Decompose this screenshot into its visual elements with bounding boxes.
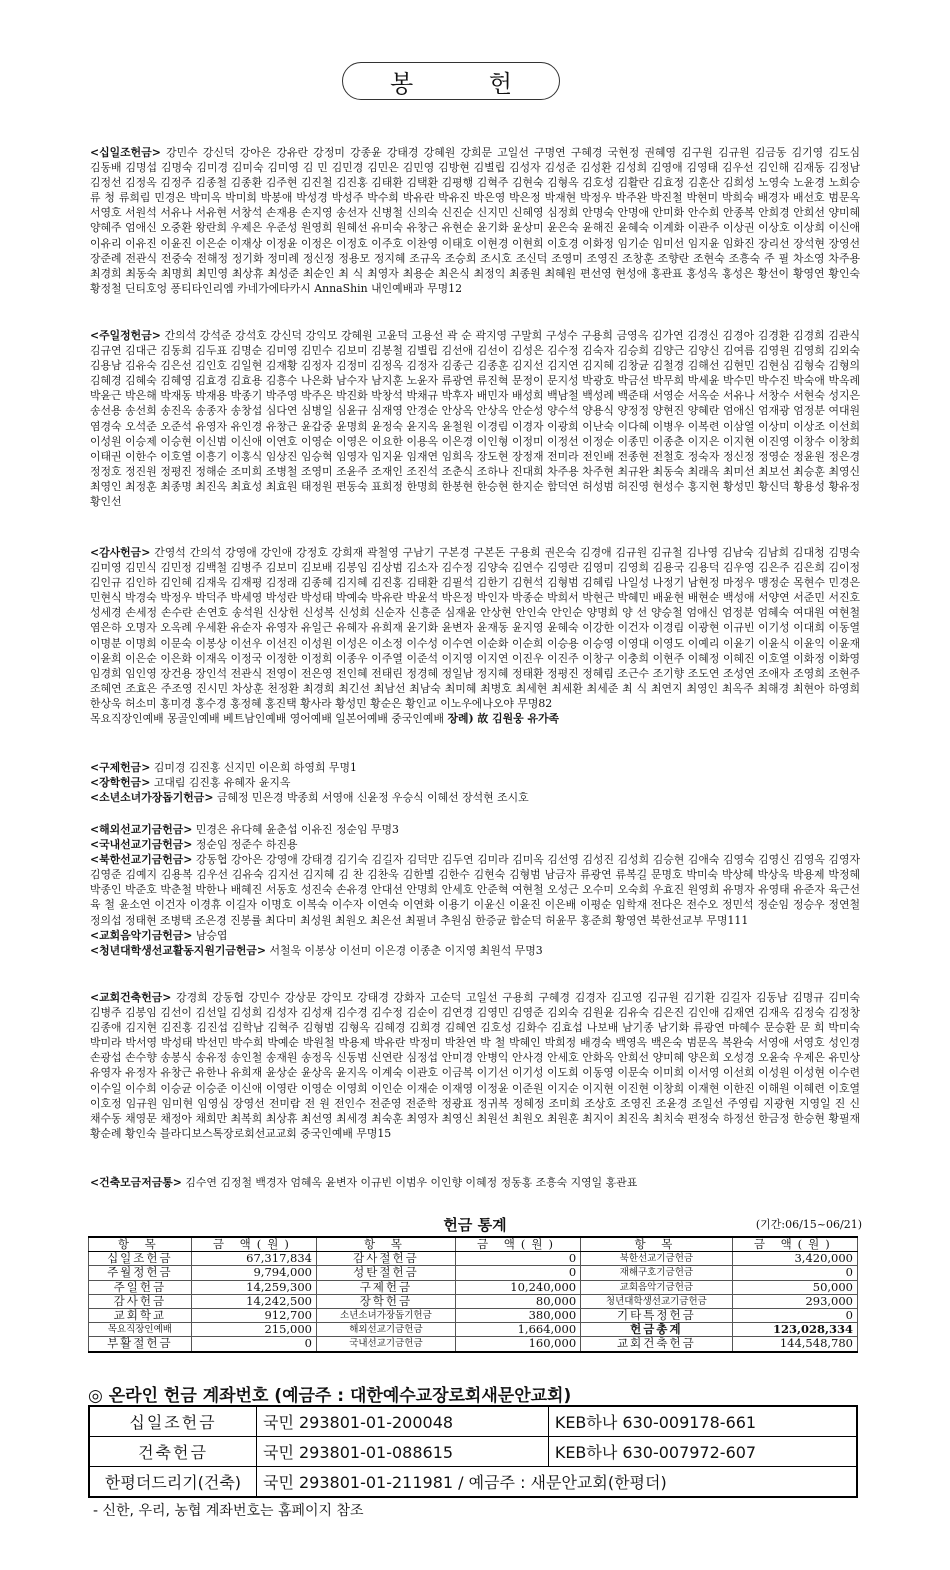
stats-table bbox=[88, 1236, 858, 1353]
table-row bbox=[89, 1337, 858, 1352]
item-label: 감사헌금 bbox=[89, 1294, 192, 1308]
table-row bbox=[89, 1308, 858, 1322]
tithe-section bbox=[90, 145, 860, 296]
worship-list: 목요직장인예배 몽골인예배 베트남인예배 영어예배 일본어예배 중국인예배 bbox=[90, 712, 444, 726]
amount: 0 bbox=[732, 1308, 857, 1322]
amount: 0 bbox=[455, 1252, 580, 1266]
item-label: 성탄절헌금 bbox=[317, 1266, 456, 1280]
section-category: <주일정헌금> bbox=[90, 329, 161, 342]
item-label: 재해구호기금헌금 bbox=[581, 1266, 732, 1280]
table-row bbox=[89, 1280, 858, 1294]
header-cell: 금 액(원) bbox=[732, 1237, 857, 1252]
item-label: 교회건축헌금 bbox=[581, 1337, 732, 1352]
section-category: <해외선교기금헌금> bbox=[90, 823, 193, 836]
donor-names: 김수연 김정철 백경자 엄혜옥 윤변자 이규빈 이범우 이인향 이혜정 정동홍 조흥숙 지영일 홍관표 bbox=[185, 1176, 638, 1189]
scholarship-line bbox=[90, 775, 860, 790]
amount: 3,420,000 bbox=[732, 1252, 857, 1266]
account-label: 십일조헌금 bbox=[89, 1406, 257, 1437]
section-category: <청년대학생선교활동지원기금헌금> bbox=[90, 943, 267, 957]
amount: 160,000 bbox=[455, 1337, 580, 1352]
amount: 14,242,500 bbox=[191, 1294, 316, 1308]
mission-sections bbox=[90, 822, 860, 958]
youth-help-line bbox=[90, 790, 860, 805]
relief-line bbox=[90, 760, 860, 775]
item-label: 북한선교기금헌금 bbox=[581, 1252, 732, 1266]
item-label: 부활절헌금 bbox=[89, 1337, 192, 1352]
amount: 9,794,000 bbox=[191, 1266, 316, 1280]
amount: 67,317,834 bbox=[191, 1252, 316, 1266]
table-row bbox=[89, 1467, 857, 1498]
header-cell: 항 목 bbox=[89, 1237, 192, 1252]
table-row bbox=[89, 1266, 858, 1280]
donor-names: 남승엽 bbox=[195, 928, 228, 942]
item-label: 기타특정헌금 bbox=[581, 1308, 732, 1322]
domestic-line bbox=[90, 837, 860, 852]
account-note: - 신한, 우리, 농협 계좌번호는 홈페이지 참조 bbox=[93, 1503, 364, 1519]
stats-period: (기간:06/15~06/21) bbox=[755, 1218, 862, 1231]
account-table bbox=[88, 1405, 858, 1498]
page-title: 봉 헌 bbox=[342, 62, 560, 100]
section-category: <북한선교기금헌금> bbox=[90, 853, 193, 867]
table-row bbox=[89, 1406, 857, 1437]
stats-title: 헌금 통계 bbox=[443, 1216, 507, 1234]
account-number: KEB하나 630-007972-607 bbox=[548, 1437, 857, 1467]
header-cell: 항 목 bbox=[317, 1237, 456, 1252]
amount: 0 bbox=[455, 1266, 580, 1280]
amount: 10,240,000 bbox=[455, 1280, 580, 1294]
amount: 1,664,000 bbox=[455, 1323, 580, 1337]
amount: 380,000 bbox=[455, 1308, 580, 1322]
account-label: 건축헌금 bbox=[89, 1437, 257, 1467]
stats-header-row bbox=[89, 1237, 858, 1252]
item-label: 장학헌금 bbox=[317, 1294, 456, 1308]
amount: 912,700 bbox=[191, 1308, 316, 1322]
piggybank-section bbox=[90, 1175, 860, 1190]
monthly-section bbox=[90, 328, 860, 509]
total-label: 헌금총계 bbox=[581, 1323, 732, 1337]
online-account-title: ◎ 온라인 헌금 계좌번호 (예금주 : 대한예수교장로회새문안교회) bbox=[88, 1386, 572, 1406]
item-label: 소년소녀가장돕기헌금 bbox=[317, 1308, 456, 1322]
youth-mission-line bbox=[90, 943, 860, 958]
header-cell: 금 액(원) bbox=[455, 1237, 580, 1252]
account-number: 국민 293801-01-211981 / 예금주 : 새문안교회(한평더) bbox=[257, 1467, 858, 1498]
donor-names: 간의석 강석준 강석호 강신덕 강익모 강혜원 고윤덕 고용선 곽 순 곽지영 구말희 구성수 구용희 금영옥 김가연 김경신 김경아 김경환 김경희 김관식 김규연 김대근 김동희 김두표 김명순 김미영 김민수 김보미 김봉철 김별립 김선애 김선이 김성은 김수정 김숙자 김승희 김양근 김양신 김여름 김영원 김영희 김외숙 김용남 김유숙 김은선 김인호 김일현 김재황 김정자 김정미 김정옥 김정자 김종근 김종훈 김지선 김지연 김지혜 김창균 김철경 김해선 김현민 김현심 김형숙 김형의 김혜경 김혜숙 김혜영 김효경 김효용 김흥수 나은화 남수자 남지훈 노윤자 류광연 류진혁 문정이 문지성 박광호 박금선 박무희 박세윤 박수민 박수진 박숙애 박옥례 박윤근 박은해 박재동 박재용 박종기 박주영 박주은 박진화 박창석 박채규 박후자 배민자 배성희 백남철 백성례 백준태 서영순 서옥순 서유나 서창수 서현숙 성지은 송선용 송선희 송진옥 송종자 송창섭 심다연 심병일 심윤규 심재영 안경순 안상옥 안상옥 안순성 양수석 양용식 양정정 양현진 양혜란 엄애신 엄재광 엄정분 여대원 염경숙 오석준 오준석 유영자 유인경 유창근 윤갑중 윤명희 윤정숙 윤지옥 윤철원 이경림 이경자 이광희 이난숙 이다혜 이병우 이복련 이삼열 이상미 이상조 이선희 이성원 이승제 이승현 이신범 이신애 이연호 이영순 이영은 이요한 이용옥 이은경 이인형 이정미 이정선 이정순 이종민 이종춘 이지은 이지현 이진영 이창수 이창희 이태권 이한수 이호열 이흥기 이홍식 임상진 임승혁 임영자 임지윤 임재연 임희옥 장도현 장정재 전미라 전인배 전종현 전철호 정숙자 정신정 정영순 정윤원 정은경 정정호 정진원 정평진 정해순 조미희 조병철 조영미 조윤주 조재인 조진석 조춘식 조하나 진대희 차주용 차주현 최규완 최동숙 최래옥 최미선 최보선 최승훈 최영신 최영인 최정훈 최종명 최진옥 최효성 최효원 태정원 편동숙 표희정 한명희 한봉현 한승현 한지순 함덕연 허성범 허진영 현성수 홍지현 황성민 황신덕 황용성 황유정 황인선 bbox=[90, 329, 860, 509]
table-row bbox=[89, 1252, 858, 1266]
donor-names: 정순임 정준수 하진용 bbox=[195, 838, 298, 852]
account-number: 국민 293801-01-088615 bbox=[257, 1437, 549, 1467]
item-label: 청년대학생선교기금헌금 bbox=[581, 1294, 732, 1308]
section-category: <교회음악기금헌금> bbox=[90, 928, 193, 942]
item-label: 주월정헌금 bbox=[89, 1266, 192, 1280]
total-amount: 123,028,334 bbox=[732, 1323, 857, 1337]
item-label: 감사절헌금 bbox=[317, 1252, 456, 1266]
donor-names: 김미경 김진홍 신지민 이은희 하영희 무명1 bbox=[153, 761, 357, 774]
account-number: 국민 293801-01-200048 bbox=[257, 1406, 549, 1437]
misc-sections bbox=[90, 760, 860, 805]
table-row bbox=[89, 1323, 858, 1337]
amount: 50,000 bbox=[732, 1280, 857, 1294]
amount: 293,000 bbox=[732, 1294, 857, 1308]
donor-names: 강민수 강신덕 강아은 강유란 강정미 강종윤 강태경 강혜원 강희문 고일선 구명연 구혜경 국현정 권혜영 김구원 김규원 김금동 김기영 김도심 김동배 김명섭 김명숙 김미경 김미숙 김미영 김 민 김민경 김민은 김민영 김방현 김별립 김성자 김성준 김성환 김성희 김영애 김영태 김우선 김인해 김재동 김정남 김정선 김정옥 김정주 김종철 김종환 김주현 김진철 김진홍 김태환 김택환 김평행 김혁주 김현숙 김형옥 김호성 김활란 김효정 김훈산 김희성 노영숙 노윤경 노희승 류 청 류희림 민경은 박미옥 박미희 박봉애 박성경 박성주 박수희 박유란 박유진 박은영 박은정 박재현 박정우 박주완 박진철 박현미 박희숙 배경자 배선호 범문옥 서영호 서원석 서유나 서유현 서창석 손재용 손지영 송선자 신병철 신의숙 신진순 신지민 신혜영 심정희 안명숙 안명애 안미화 안수희 안종복 안희경 안희선 양미혜 양혜주 엄애신 오중환 왕란희 우제은 우준성 원영희 원혜선 유미숙 유창근 유현순 윤기화 윤상미 윤은숙 윤해진 윤혜숙 이계화 이관주 이상권 이상호 이상희 이신애 이유리 이유진 이윤진 이은순 이재상 이정윤 이정은 이정호 이주호 이찬영 이태호 이현경 이현희 이호경 이화정 임기순 임미선 임지윤 임화진 장리선 장석현 장영선 장준례 전관식 전중숙 전해정 정기화 정미례 정신정 정용모 정지혜 조규옥 조승희 조시호 조신덕 조영미 조영진 조창훈 조향란 조현숙 조흥숙 주 필 차소영 차주용 최경희 최동숙 최명희 최민영 최상휴 최성준 최순인 최 식 최영자 최용순 최은식 최정익 최종원 최혜원 편선영 현성애 홍관표 홍성옥 홍성은 황선이 황영연 황인숙 황정철 딘티호엉 퐁티타인리엠 카네가에타카시 AnnaShin 내인예배과 무명12 bbox=[90, 146, 861, 295]
item-label: 주일헌금 bbox=[89, 1280, 192, 1294]
donor-names: 강동협 강아은 강영애 강태경 김기숙 김길자 김덕만 김두연 김미라 김미옥 김선영 김성진 김성희 김승현 김애숙 김영숙 김영신 김영옥 김영자 김영준 김예지 김용복 김우선 김유숙 김지선 김지혜 김 찬 김찬욱 김한별 김한수 김현숙 김형범 남금자 류광연 류복길 문명호 박미숙 박상혜 박상욱 박용제 박정혜 박종인 박준호 박춘철 박한나 배혜진 서동호 성진숙 손유경 안대선 안명희 안세호 안준혁 여현철 오성근 오수미 오숙희 우효진 원영희 유명자 유영태 유준자 육근선 육 철 윤소연 이건자 이경휴 이길자 이명호 이복숙 이수자 이연숙 이연화 이용기 이윤신 이윤진 이은배 이평순 임학재 전다은 전수오 정민석 정순임 정승우 정연철 정의섭 정태현 조병택 조은경 진봉률 최다미 최성원 최원오 최은선 최필녀 추원심 한증균 함순덕 허윤무 홍준희 황영연 북한선교부 무명111 bbox=[90, 853, 860, 927]
header-cell: 항 목 bbox=[581, 1237, 732, 1252]
donor-names: 강경희 강동협 강민수 강상문 강익모 강태경 강화자 고순덕 고일선 구용희 구혜경 김경자 김고영 김규원 김기환 김길자 김동남 김명규 김미숙 김병주 김봉임 김선이 김선일 김성희 김성자 김성재 김수경 김수정 김순이 김연경 김영민 김영준 김외숙 김원윤 김유숙 김은진 김인애 김재연 김재옥 김정숙 김정창 김종애 김지현 김진홍 김진섭 김학남 김혁주 김형범 김형옥 김혜경 김희경 김혜연 김호성 김화수 김효섭 나보배 남기종 남기화 류광연 마혜수 문승환 문 희 박미숙 박미라 박서영 박성태 박선민 박수희 박예순 박원철 박용제 박유란 박정미 박찬연 박 철 박혜인 박희정 배경숙 백영옥 백은숙 범문옥 복완숙 서영애 서영호 성인경 손광섭 손수향 송봉식 송유정 송인철 송재원 송정옥 신동범 신연란 심정섭 안미경 안병익 안사경 안세호 안화옥 안희선 양미혜 양은희 오성경 오윤숙 우제은 유민상 유영자 유정자 유창근 유한나 유희재 윤상순 윤상옥 윤지옥 이계숙 이관호 이금복 이기선 이기성 이도희 이동영 이문숙 이미희 이서영 이선희 이성원 이성현 이수련 이수일 이수희 이승균 이승준 이신애 이영란 이영순 이영희 이인순 이재순 이재영 이정윤 이준원 이지순 이지현 이진현 이창희 이재현 이한진 이해원 이혜련 이호열 이호정 임규원 임미현 임영심 장영선 전미람 전 원 전인수 전준영 전준학 정광표 정귀복 정혜정 조미희 조상호 조영진 조윤경 조일선 주영림 지광현 지영일 진 신 채수동 채영문 채정아 채희만 최복희 최상휴 최선영 최세경 최숙훈 최영자 최영신 최원선 최원오 최원훈 최지이 최진옥 최치숙 편정숙 하정선 한금정 한승현 황필재 황순례 황인숙 블라디보스톡장로회선교교회 중국인예배 무명15 bbox=[90, 991, 860, 1140]
table-row bbox=[89, 1437, 857, 1467]
section-category: <십일조헌금> bbox=[90, 146, 161, 159]
donor-names: 금혜정 민은경 박종희 서영애 신윤정 우승식 이혜선 장석현 조시호 bbox=[216, 791, 529, 805]
north-korea-line bbox=[90, 852, 860, 927]
thanks-section bbox=[90, 545, 860, 726]
amount: 215,000 bbox=[191, 1323, 316, 1337]
account-label: 한평더드리기(건축) bbox=[89, 1467, 257, 1498]
section-category: <소년소녀가장돕기헌금> bbox=[90, 791, 214, 805]
amount: 144,548,780 bbox=[732, 1337, 857, 1352]
section-category: <장학헌금> bbox=[90, 776, 151, 790]
account-number: KEB하나 630-009178-661 bbox=[548, 1406, 857, 1437]
item-label: 목요직장인예배 bbox=[89, 1323, 192, 1337]
section-category: <건축모금저금통> bbox=[90, 1176, 182, 1189]
item-label: 교회음악기금헌금 bbox=[581, 1280, 732, 1294]
building-section bbox=[90, 990, 860, 1141]
amount: 0 bbox=[732, 1266, 857, 1280]
section-category: <구제헌금> bbox=[90, 761, 151, 774]
music-line bbox=[90, 928, 860, 943]
item-label: 해외선교기금헌금 bbox=[317, 1323, 456, 1337]
header-cell: 금 액(원) bbox=[191, 1237, 316, 1252]
table-row bbox=[89, 1294, 858, 1308]
amount: 80,000 bbox=[455, 1294, 580, 1308]
amount: 14,259,300 bbox=[191, 1280, 316, 1294]
donor-names: 간영석 간의석 강영애 강인애 강정호 강희재 곽철영 구남기 구본경 구본돈 구용희 권은숙 김경애 김규원 김규철 김나영 김남숙 김남희 김대청 김명숙 김미영 김민식 김민정 김백철 김병주 김보미 김보배 김봉임 김상범 김소자 김수정 김양숙 김연수 김영란 김영미 김영희 김용국 김용덕 김우영 김은주 김은희 김이정 김인규 김인하 김인혜 김재욱 김재평 김정래 김종혜 김지혜 김진홍 김태환 김필석 김한기 김현석 김형범 김혜림 나일성 나정기 남현정 마정우 맹정순 목현수 민경은 민현식 박경숙 박정우 박덕주 박세영 박성란 박성태 박예숙 박유란 박윤석 박은정 박인자 박종순 박희서 박현근 박혜민 배윤현 배현순 백성애 서양연 서준민 서진호 성세경 손세정 손수란 손연호 송석원 신상헌 신성복 신성희 신순자 신흥준 심재윤 안상현 안인숙 안인순 양명희 양 선 양승철 엄애신 엄정분 엄혜숙 여대원 여현철 염은하 오명자 오옥례 우세환 유순자 유영자 유일근 유혜자 유희재 윤기화 윤변자 윤재동 윤지영 윤혜숙 이강한 이건자 이경림 이광현 이규빈 이기성 이대희 이동열 이명분 이명희 이문숙 이봉상 이선우 이선진 이성원 이성은 이소정 이수성 이수연 이순화 이순희 이승용 이승영 이영대 이영도 이예리 이윤기 이윤식 이윤익 이윤재 이윤희 이은순 이은화 이재옥 이정국 이정한 이정희 이종우 이주열 이준석 이지영 이지연 이진우 이진주 이창구 이충희 이현주 이혜정 이혜진 이호열 이화정 이화영 임경희 임인영 장건용 장인석 전관식 전영이 전은영 전인혜 전태린 정경혜 정일남 정지혜 정태환 정평진 정혜림 조근수 조기향 조도연 조성연 조애자 조영희 조현주 조혜연 조효은 주조영 진시민 차상훈 천정환 최경희 최긴선 최남선 최남숙 최미혜 최병호 최세현 최세환 최세준 최 식 최연지 최영인 최옥주 최해경 최현아 하영희 한상욱 허소미 홍미경 홍수경 홍정혜 홍진택 황사라 황성민 황순은 황인교 이노우에나오야 무명82 bbox=[90, 546, 860, 710]
donor-names: 서철욱 이봉상 이선미 이은경 이종춘 이지영 최원석 무명3 bbox=[269, 943, 543, 957]
overseas-line bbox=[90, 822, 860, 837]
section-category: <감사헌금> bbox=[90, 546, 151, 559]
item-label: 국내선교기금헌금 bbox=[317, 1337, 456, 1352]
section-category: <교회건축헌금> bbox=[90, 991, 172, 1004]
donor-names: 고대림 김진홍 유혜자 윤지옥 bbox=[153, 776, 291, 790]
donor-names: 민경은 유다혜 윤춘섭 이유진 정순임 무명3 bbox=[195, 823, 399, 836]
section-category: <국내선교기금헌금> bbox=[90, 838, 193, 852]
amount: 0 bbox=[191, 1337, 316, 1352]
item-label: 구제헌금 bbox=[317, 1280, 456, 1294]
item-label: 교회학교 bbox=[89, 1308, 192, 1322]
item-label: 십일조헌금 bbox=[89, 1252, 192, 1266]
funeral-note: 장례) 故 김원웅 유가족 bbox=[447, 712, 560, 726]
